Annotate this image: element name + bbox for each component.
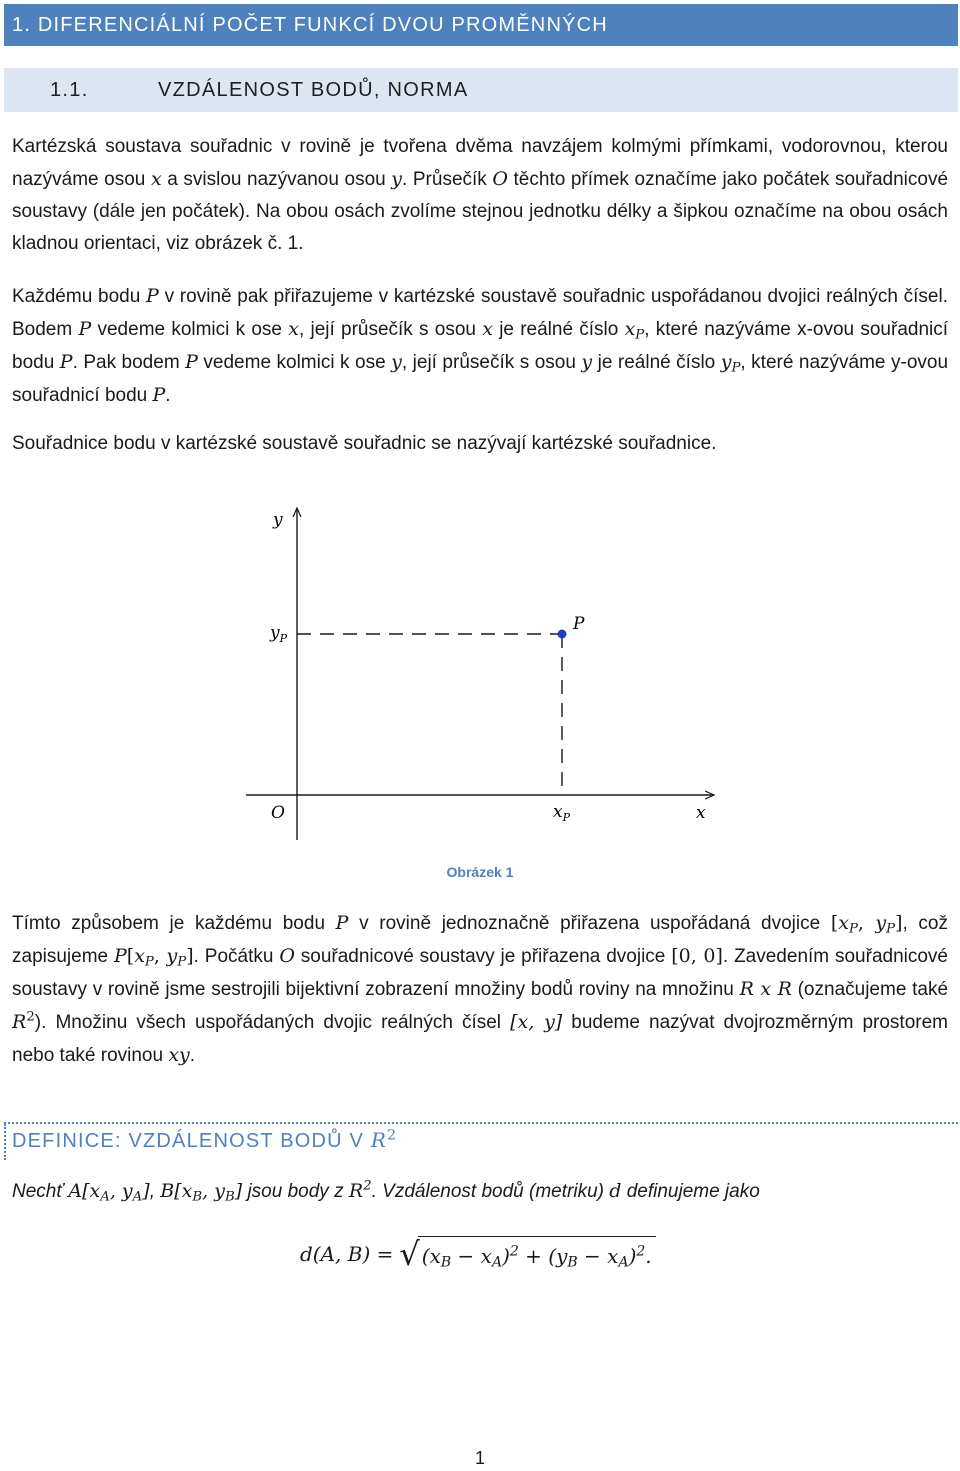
- point-P-label: P: [573, 614, 585, 634]
- text: x: [797, 319, 807, 340]
- text: . Průsečík: [402, 169, 493, 190]
- text: Každému bodu: [12, 286, 147, 307]
- text: . Počátku: [193, 946, 280, 967]
- text: .: [189, 1045, 196, 1066]
- text: ,: [149, 1181, 161, 1202]
- subscript: A: [618, 1254, 629, 1270]
- text: x: [838, 912, 849, 934]
- math-d: d: [609, 1180, 622, 1202]
- subscript: P: [635, 327, 645, 343]
- math-x: x: [482, 318, 493, 340]
- subscript: P: [886, 921, 896, 937]
- bracket: ]: [895, 912, 903, 934]
- text: , y: [109, 1180, 133, 1202]
- subscript: B: [224, 1189, 235, 1205]
- text: souřadnicové soustavy je přiřazena dvojice: [294, 946, 672, 967]
- text: -ovou souřadnicí bodu: [12, 319, 949, 373]
- math-P: P: [59, 351, 73, 373]
- text: , které nazýváme: [740, 352, 891, 373]
- text: A[x: [68, 1180, 101, 1202]
- subscript: P: [177, 954, 187, 970]
- subscript: A: [132, 1189, 143, 1205]
- math-xy-pair: [x, y]: [510, 1011, 563, 1033]
- section-heading: [4, 68, 958, 112]
- coordinate-system-figure: [240, 500, 720, 850]
- superscript: 2: [387, 1127, 398, 1144]
- math-y: y: [581, 351, 593, 373]
- text: definujeme jako: [621, 1181, 760, 1202]
- math-yP: [720, 351, 741, 376]
- text: y: [891, 352, 901, 373]
- bracket: [: [126, 945, 135, 967]
- text: v rovině pak přiřazujeme v kartézské soustavě souřadnic uspořádanou dvojici reálných čísel. Bodem: [12, 286, 948, 340]
- subscript: B: [440, 1254, 452, 1270]
- text: Kartézská soustava souřadnic v rovině je tvořena dvěma navzájem kolmými přímkami, vodorovnou, kterou nazýváme osou: [12, 136, 948, 190]
- text: , y: [202, 1180, 225, 1202]
- subscript: B: [192, 1189, 203, 1205]
- subscript: P: [848, 921, 858, 937]
- point-P-marker: [558, 630, 567, 639]
- math-y: y: [391, 168, 403, 190]
- text: vedeme kolmici k ose: [197, 352, 392, 373]
- comma: ,: [153, 945, 167, 967]
- text: je reálné číslo: [492, 319, 625, 340]
- xP-label: $x_P$: [553, 802, 570, 824]
- math-y: y: [391, 351, 402, 373]
- math-P: P: [78, 318, 92, 340]
- text: , které nazýváme: [644, 319, 798, 340]
- math-yP: [875, 912, 896, 937]
- text: y: [166, 945, 178, 967]
- math-R: R: [348, 1180, 364, 1202]
- definition-text: [12, 1180, 760, 1203]
- text: jsou body z: [242, 1181, 349, 1202]
- subscript: A: [491, 1254, 503, 1270]
- paragraph-ordered-pair: [12, 907, 948, 1072]
- text: x: [134, 945, 145, 967]
- math-P: P: [185, 351, 198, 373]
- text: (označujeme také: [791, 979, 949, 1000]
- text: . Vzdálenost bodů (metriku): [371, 1181, 610, 1202]
- text: vedeme kolmici k ose: [91, 319, 289, 340]
- math-xP: [624, 318, 645, 343]
- superscript: 2: [509, 1242, 519, 1259]
- text: , její průsečík s osou: [401, 352, 582, 373]
- subscript: P: [731, 360, 741, 376]
- distance-formula: [300, 1232, 656, 1276]
- text: těchto přímek označíme jako počátek souřadnicové soustavy (dále jen počátek). Na obou osách zvolíme stejnou jednotku délky a šipkou označíme na obou osách kladnou orientaci, viz obrázek č. 1.: [12, 169, 949, 254]
- origin-label: O: [271, 803, 285, 823]
- math-R: R: [12, 1011, 27, 1033]
- bracket: ]: [186, 945, 194, 967]
- math-xP: [838, 912, 858, 937]
- figure-caption: Obrázek 1: [446, 864, 514, 880]
- formula-lhs: d(A, B) =: [300, 1242, 394, 1266]
- text: − x: [577, 1243, 619, 1268]
- superscript: 2: [26, 1009, 35, 1025]
- text: x: [624, 318, 636, 340]
- comma: ,: [857, 912, 876, 934]
- math-xy: xy: [168, 1044, 190, 1066]
- definition-left-border: [4, 1124, 6, 1160]
- math-P: P: [113, 945, 127, 967]
- text: Tímto způsobem je každému bodu: [12, 913, 336, 934]
- math-O: O: [279, 945, 295, 967]
- text: -ovou souřadnicí bodu: [12, 352, 949, 406]
- text: Nechť: [12, 1181, 69, 1202]
- text: . Pak bodem: [72, 352, 186, 373]
- math-RxR: R x R: [739, 978, 792, 1000]
- superscript: 2: [636, 1242, 646, 1259]
- math-xP: [134, 945, 154, 970]
- text: ). Množinu všech uspořádaných dvojic reálných čísel: [34, 1012, 511, 1033]
- text: , což zapisujeme: [12, 913, 948, 967]
- text: y: [720, 351, 732, 373]
- text: je reálné číslo: [592, 352, 721, 373]
- paragraph-point-coordinates: [12, 280, 948, 412]
- paragraph-cartesian-intro: [12, 131, 948, 260]
- radical-sign: √: [399, 1234, 420, 1273]
- math-P: P: [146, 285, 159, 307]
- text: − x: [451, 1243, 492, 1268]
- text: ]: [142, 1180, 150, 1202]
- math-O: O: [492, 168, 508, 190]
- math-point-A: [68, 1180, 150, 1205]
- math-R: R: [370, 1128, 388, 1152]
- y-axis-label: y: [273, 510, 283, 530]
- page-number: 1: [474, 1448, 485, 1468]
- yP-label: $y_P$: [270, 623, 288, 645]
- math-point-B: [160, 1180, 243, 1205]
- text: DEFINICE: VZDÁLENOST BODŮ V: [12, 1130, 371, 1152]
- math-P: P: [152, 384, 166, 406]
- text: .: [645, 1243, 652, 1268]
- math-P: P: [335, 912, 349, 934]
- subscript: A: [100, 1189, 110, 1205]
- definition-top-border: [4, 1122, 958, 1124]
- text: .: [165, 385, 171, 406]
- bracket: [: [830, 912, 839, 934]
- subscript: P: [144, 954, 154, 970]
- x-axis-label: x: [696, 803, 706, 823]
- text: , její průsečík s osou: [298, 319, 483, 340]
- chapter-heading: 1. DIFERENCIÁLNÍ POČET FUNKCÍ DVOU PROMĚNNÝCH: [4, 4, 958, 46]
- definition-title: [12, 1128, 397, 1153]
- text: a svislou nazývanou osou: [161, 169, 392, 190]
- paragraph-cartesian-coordinates: Souřadnice bodu v kartézské soustavě souřadnic se nazývají kartézské souřadnice.: [12, 433, 717, 454]
- math-x: x: [288, 318, 299, 340]
- text: . Zavedením souřadnicové soustavy v rovině jsme sestrojili bijektivní zobrazení množiny bodů roviny na množinu: [12, 946, 948, 1000]
- math-origin-pair: [0, 0]: [671, 945, 723, 967]
- text: (x: [421, 1243, 441, 1268]
- text: + (y: [518, 1243, 568, 1268]
- text: ]: [234, 1180, 243, 1202]
- text: ): [502, 1243, 510, 1268]
- section-number: 1.1.: [50, 79, 89, 101]
- text: budeme nazývat dvojrozměrným prostorem nebo také rovinou: [12, 1012, 948, 1066]
- subscript: B: [567, 1254, 578, 1270]
- math-x: x: [150, 168, 162, 190]
- math-yP: [166, 945, 187, 970]
- text: v rovině jednoznačně přiřazena uspořádaná dvojice: [348, 913, 831, 934]
- radicand: [418, 1236, 656, 1273]
- text: B[x: [160, 1180, 193, 1202]
- superscript: 2: [363, 1178, 372, 1194]
- square-root: [399, 1236, 655, 1273]
- section-title: VZDÁLENOST BODŮ, NORMA: [158, 79, 469, 101]
- text: ): [628, 1243, 637, 1268]
- text: y: [875, 912, 887, 934]
